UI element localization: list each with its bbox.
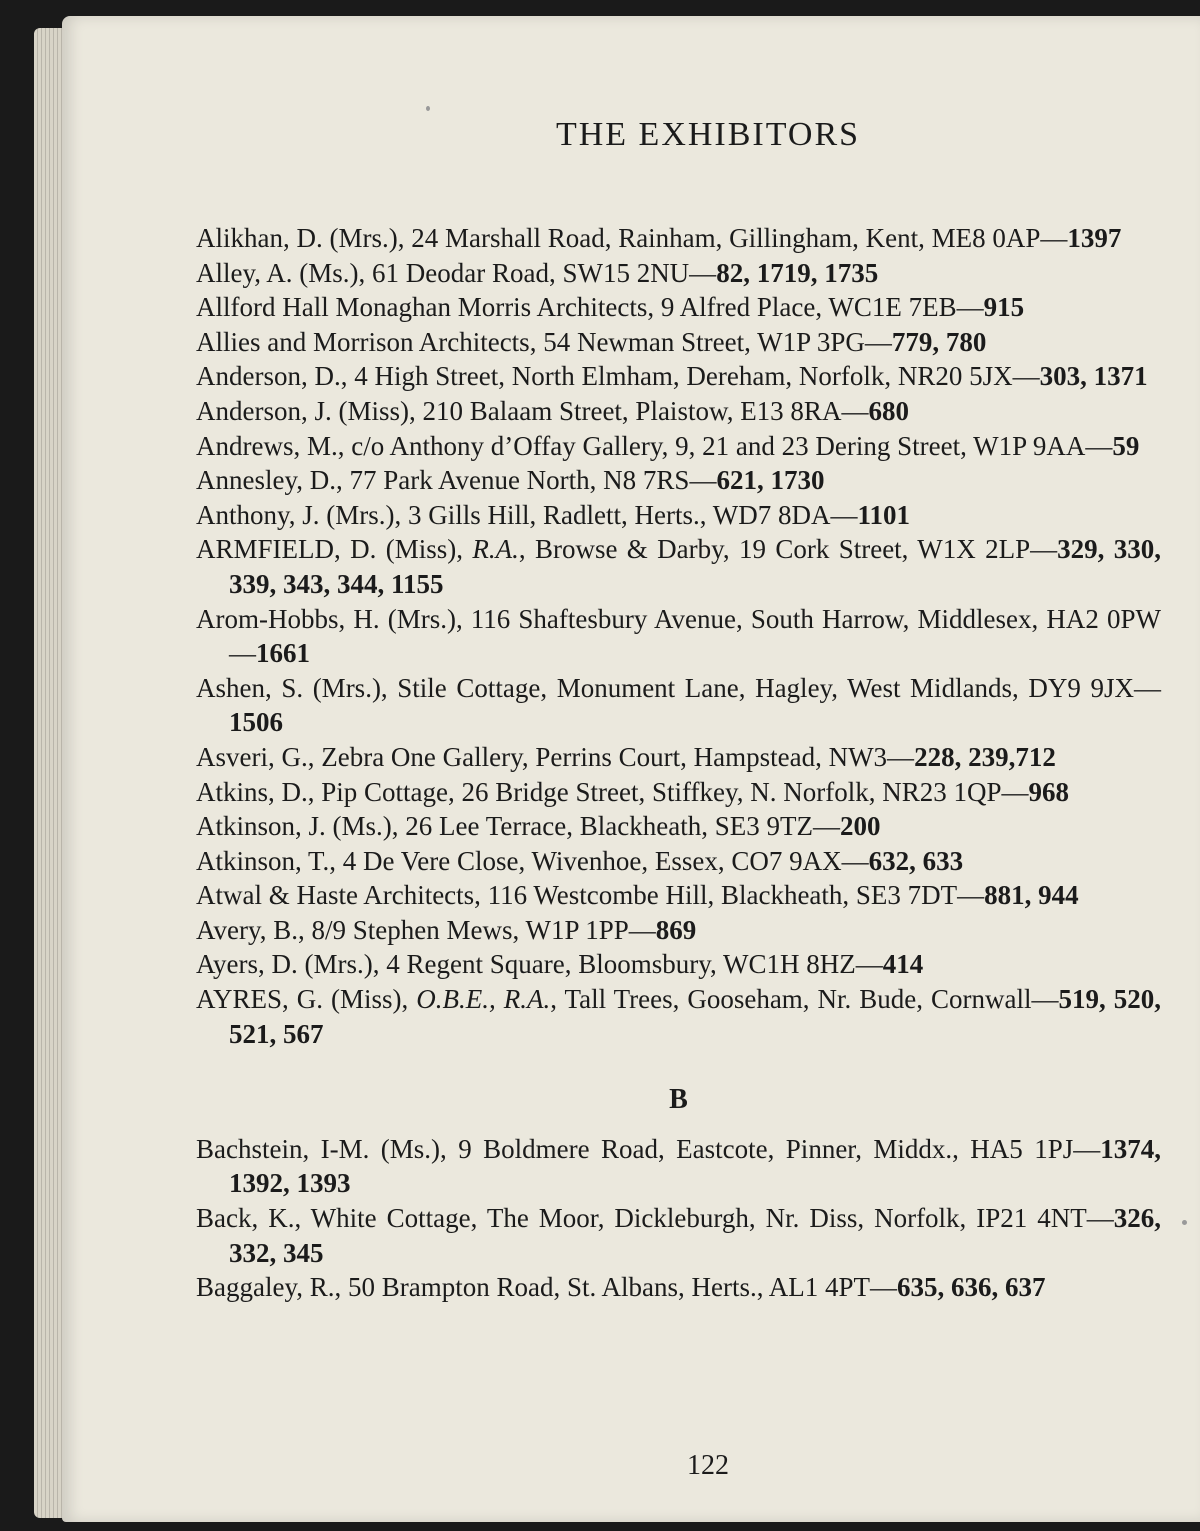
exhibit-numbers: 82, 1719, 1735: [716, 257, 879, 288]
exhibitor-entry: [196, 1270, 1161, 1305]
exhibitor-details: Alikhan, D. (Mrs.), 24 Marshall Road, Rainham, Gillingham, Kent, ME8 0AP—: [196, 223, 1068, 253]
exhibitor-entry: [196, 982, 1161, 1051]
exhibitor-entry: [196, 740, 1161, 775]
exhibitor-entry: [196, 1201, 1161, 1270]
exhibit-numbers: 621, 1730: [716, 465, 825, 496]
exhibit-numbers: 869: [655, 914, 697, 945]
exhibitor-address: , Tall Trees, Gooseham, Nr. Bude, Cornwall—: [550, 984, 1059, 1015]
exhibitor-entry: [196, 844, 1161, 879]
exhibitor-details: Anthony, J. (Mrs.), 3 Gills Hill, Radlett, Herts., WD7 8DA—: [196, 499, 858, 530]
exhibitor-details: AYRES, G. (Miss),: [196, 984, 417, 1015]
exhibitor-entry: [196, 394, 1161, 429]
exhibitor-entry: [196, 221, 1161, 256]
exhibitors-b: [196, 1132, 1161, 1305]
exhibit-numbers: 1374, 1392, 1393: [229, 1133, 1161, 1199]
exhibit-numbers: 881, 944: [984, 880, 1079, 911]
exhibitor-details: Baggaley, R., 50 Brampton Road, St. Albans, Herts., AL1 4PT—: [196, 1272, 897, 1303]
exhibitor-entry: [196, 809, 1161, 844]
exhibit-numbers: 329, 330, 339, 343, 344, 1155: [229, 534, 1162, 599]
exhibit-numbers: 635, 636, 637: [896, 1272, 1046, 1303]
exhibit-numbers: 519, 520, 521, 567: [229, 984, 1161, 1049]
exhibitor-details: Atkinson, T., 4 De Vere Close, Wivenhoe, Essex, CO7 9AX—: [196, 845, 869, 876]
exhibit-numbers: 200: [839, 811, 881, 842]
exhibitor-entry: [196, 878, 1161, 913]
exhibitor-entry: [196, 947, 1161, 982]
exhibit-numbers: 303, 1371: [1039, 361, 1148, 392]
exhibitor-entry: [196, 325, 1161, 360]
exhibit-numbers: 1101: [857, 499, 910, 530]
exhibit-numbers: 968: [1028, 776, 1069, 807]
exhibitor-details: Atkinson, J. (Ms.), 26 Lee Terrace, Blackheath, SE3 9TZ—: [196, 811, 840, 842]
exhibitor-entry: [196, 498, 1161, 533]
exhibit-numbers: 1397: [1067, 223, 1122, 253]
exhibit-numbers: 228, 239,712: [914, 741, 1056, 772]
exhibit-numbers: 326, 332, 345: [229, 1203, 1161, 1268]
exhibitor-details: Ayers, D. (Mrs.), 4 Regent Square, Bloomsbury, WC1H 8HZ—: [196, 949, 883, 980]
exhibitor-details: Avery, B., 8/9 Stephen Mews, W1P 1PP—: [196, 914, 656, 945]
exhibitor-details: Andrews, M., c/o Anthony d’Offay Gallery, 9, 21 and 23 Dering Street, W1P 9AA—: [196, 430, 1113, 461]
exhibit-numbers: 680: [868, 395, 909, 426]
exhibitor-entry: [196, 429, 1161, 464]
exhibitor-details: Allies and Morrison Architects, 54 Newman Street, W1P 3PG—: [196, 326, 892, 357]
exhibit-numbers: 1661: [256, 638, 310, 669]
exhibitor-details: Allford Hall Monaghan Morris Architects, 9 Alfred Place, WC1E 7EB—: [196, 292, 984, 323]
exhibitor-entry: [196, 671, 1161, 740]
page-number: 122: [687, 1450, 729, 1481]
paper-speck: [1182, 1220, 1187, 1225]
exhibitor-details: Arom-Hobbs, H. (Mrs.), 116 Shaftesbury Avenue, South Harrow, Middlesex, HA2 0PW—: [196, 603, 1161, 669]
exhibitor-address: , Browse & Darby, 19 Cork Street, W1X 2LP—: [518, 534, 1058, 565]
exhibit-numbers: 1506: [229, 707, 283, 738]
exhibitor-details: Anderson, J. (Miss), 210 Balaam Street, Plaistow, E13 8RA—: [196, 395, 869, 426]
exhibitor-entry: [196, 775, 1161, 810]
exhibitor-details: Atkins, D., Pip Cottage, 26 Bridge Street, Stiffkey, N. Norfolk, NR23 1QP—: [196, 776, 1029, 807]
exhibitor-details: Atwal & Haste Architects, 116 Westcombe Hill, Blackheath, SE3 7DT—: [196, 880, 985, 911]
exhibitor-details: ARMFIELD, D. (Miss),: [196, 534, 473, 565]
exhibitors-a: [196, 221, 1161, 1051]
exhibitor-details: Bachstein, I-M. (Ms.), 9 Boldmere Road, Eastcote, Pinner, Middx., HA5 1PJ—: [196, 1133, 1101, 1164]
exhibitor-details: Back, K., White Cottage, The Moor, Dickleburgh, Nr. Diss, Norfolk, IP21 4NT—: [196, 1203, 1114, 1234]
exhibitor-entry: [196, 602, 1161, 671]
section-letter-b: B: [669, 1084, 688, 1116]
exhibit-numbers: 632, 633: [868, 845, 964, 876]
exhibitor-details: Asveri, G., Zebra One Gallery, Perrins Court, Hampstead, NW3—: [196, 741, 915, 772]
exhibitor-details: Anderson, D., 4 High Street, North Elmham, Dereham, Norfolk, NR20 5JX—: [196, 361, 1040, 392]
paper-speck: [426, 106, 430, 111]
page-title: THE EXHIBITORS: [555, 116, 861, 153]
exhibitor-entry: [196, 463, 1161, 498]
exhibit-numbers: 779, 780: [891, 326, 987, 357]
exhibitor-details: Alley, A. (Ms.), 61 Deodar Road, SW15 2NU—: [196, 257, 717, 288]
exhibitor-entry: [196, 532, 1161, 601]
exhibitor-entry: [196, 1132, 1161, 1201]
exhibitor-list: [196, 221, 1161, 1305]
exhibitor-honours: O.B.E., R.A.: [416, 984, 551, 1015]
exhibit-numbers: 915: [983, 292, 1025, 323]
exhibitor-honours: R.A.: [472, 534, 519, 565]
exhibitor-entry: [196, 256, 1161, 291]
exhibitor-entry: [196, 290, 1161, 325]
exhibit-numbers: 59: [1112, 430, 1140, 461]
exhibitor-details: Ashen, S. (Mrs.), Stile Cottage, Monument Lane, Hagley, West Midlands, DY9 9JX—: [196, 672, 1161, 703]
exhibitor-entry: [196, 359, 1161, 394]
book-page: [62, 16, 1200, 1522]
exhibit-numbers: 414: [882, 949, 924, 980]
exhibitor-entry: [196, 913, 1161, 948]
exhibitor-details: Annesley, D., 77 Park Avenue North, N8 7RS—: [196, 465, 717, 496]
